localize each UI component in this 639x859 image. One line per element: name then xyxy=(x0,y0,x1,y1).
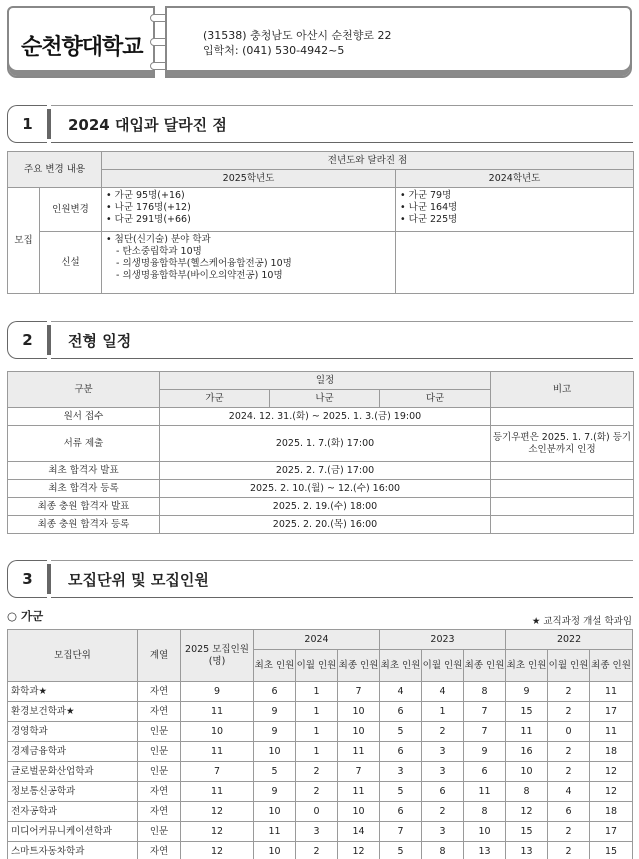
section-title: 전형 일정 xyxy=(68,332,132,350)
table-cell: 5 xyxy=(380,782,422,802)
table-cell: 13 xyxy=(464,842,506,859)
table-cell: 0 xyxy=(548,722,590,742)
header-contact-box xyxy=(165,6,632,78)
table-cell: 인문 xyxy=(138,722,181,742)
table-cell: 15 xyxy=(590,842,633,859)
table-cell: 자연 xyxy=(138,702,181,722)
table-cell: 6 xyxy=(422,782,464,802)
table-cell: 18 xyxy=(590,802,633,822)
table-cell: 12 xyxy=(181,802,254,822)
table-header: 일정 xyxy=(160,372,491,390)
year-header: 2023 xyxy=(380,630,506,650)
unit-name: 전자공학과 xyxy=(8,802,138,822)
table-cell: 1 xyxy=(422,702,464,722)
table-cell: 4 xyxy=(422,682,464,702)
table-cell: 자연 xyxy=(138,682,181,702)
table-cell: 2 xyxy=(548,822,590,842)
table-cell: 11 xyxy=(181,742,254,762)
table-cell: 6 xyxy=(464,762,506,782)
table-cell: 12 xyxy=(506,802,548,822)
changes-table xyxy=(7,151,634,294)
table-cell: 8 xyxy=(464,682,506,702)
table-cell: 4 xyxy=(548,782,590,802)
table-row: 최종 충원 합격자 등록 2025. 2. 20.(목) 16:00 xyxy=(8,516,634,534)
table-cell: 10 xyxy=(338,702,380,722)
table-cell: 5 xyxy=(254,762,296,782)
section-heading-1 xyxy=(7,105,633,143)
table-cell: 자연 xyxy=(138,802,181,822)
table-header: 나군 xyxy=(270,390,380,408)
table-cell: 8 xyxy=(464,802,506,822)
table-cell: 9 xyxy=(506,682,548,702)
table-cell: 9 xyxy=(254,722,296,742)
table-cell: 9 xyxy=(464,742,506,762)
section-title: 2024 대입과 달라진 점 xyxy=(68,116,227,134)
table-cell: 10 xyxy=(254,742,296,762)
table-row xyxy=(8,682,633,702)
table-cell: 1 xyxy=(296,702,338,722)
row-label: 신설 xyxy=(40,232,102,294)
table-cell: 11 xyxy=(590,722,633,742)
table-cell: 2 xyxy=(548,682,590,702)
table-row: 서류 제출 2025. 1. 7.(화) 17:00 등기우편은 2025. 1. 7.(화) 등기소인분까지 인정 xyxy=(8,426,634,462)
table-cell: 7 xyxy=(380,822,422,842)
table-cell: 11 xyxy=(506,722,548,742)
table-cell: 6 xyxy=(254,682,296,702)
table-cell: 0 xyxy=(296,802,338,822)
table-cell: 2 xyxy=(422,802,464,822)
table-cell: 5 xyxy=(380,722,422,742)
table-row: 최종 충원 합격자 발표 2025. 2. 19.(수) 18:00 xyxy=(8,498,634,516)
table-cell: 17 xyxy=(590,822,633,842)
unit-name: 글로벌문화산업학과 xyxy=(8,762,138,782)
table-header: 비고 xyxy=(491,372,634,408)
table-cell: 인문 xyxy=(138,762,181,782)
table-cell: 10 xyxy=(506,762,548,782)
table-cell: 자연 xyxy=(138,782,181,802)
table-cell: 11 xyxy=(181,702,254,722)
table-row: 원서 접수 2024. 12. 31.(화) ~ 2025. 1. 3.(금) 19:00 xyxy=(8,408,634,426)
table-header: 다군 xyxy=(380,390,491,408)
table-header: 계열 xyxy=(138,630,181,682)
table-row xyxy=(8,762,633,782)
table-cell: 3 xyxy=(380,762,422,782)
unit-name: 환경보건학과★ xyxy=(8,702,138,722)
cell-2024: • 가군 79명 • 나군 164명 • 다군 225명 xyxy=(396,188,634,232)
phone: 입학처: (041) 530-4942~5 xyxy=(203,44,345,57)
table-row xyxy=(8,782,633,802)
table-cell: 3 xyxy=(422,742,464,762)
teaching-course-note: ★ 교직과정 개설 학과임 xyxy=(531,616,632,627)
table-cell: 11 xyxy=(590,682,633,702)
unit-name: 경제금융학과 xyxy=(8,742,138,762)
table-header: 주요 변경 내용 xyxy=(8,152,102,188)
table-cell: 2 xyxy=(548,702,590,722)
table-cell: 12 xyxy=(181,822,254,842)
table-header: 전년도와 달라진 점 xyxy=(102,152,634,170)
table-header: 2025 모집인원 (명) xyxy=(181,630,254,682)
table-cell: 10 xyxy=(254,842,296,859)
table-row: 최초 합격자 발표 2025. 2. 7.(금) 17:00 xyxy=(8,462,634,480)
table-cell: 10 xyxy=(338,722,380,742)
table-cell: 11 xyxy=(338,742,380,762)
table-cell: 3 xyxy=(422,762,464,782)
table-cell: 자연 xyxy=(138,842,181,859)
table-header: 구분 xyxy=(8,372,160,408)
section-heading-3 xyxy=(7,560,633,598)
table-cell: 10 xyxy=(338,802,380,822)
table-cell: 9 xyxy=(254,702,296,722)
unit-name: 정보통신공학과 xyxy=(8,782,138,802)
table-cell: 10 xyxy=(254,802,296,822)
table-cell: 9 xyxy=(181,682,254,702)
table-cell: 11 xyxy=(338,782,380,802)
table-cell: 6 xyxy=(548,802,590,822)
table-cell: 12 xyxy=(181,842,254,859)
table-row xyxy=(8,842,633,859)
table-cell: 7 xyxy=(464,702,506,722)
table-cell: 2 xyxy=(422,722,464,742)
table-row xyxy=(8,822,633,842)
table-row xyxy=(8,722,633,742)
table-cell: 10 xyxy=(464,822,506,842)
category-cell: 모집 xyxy=(8,188,40,294)
subsection-label: ○ 가군 xyxy=(7,609,44,623)
table-cell: 4 xyxy=(380,682,422,702)
table-cell: 8 xyxy=(506,782,548,802)
table-row xyxy=(8,702,633,722)
section-number: 2 xyxy=(7,321,47,359)
table-cell: 15 xyxy=(506,702,548,722)
quota-rows xyxy=(8,682,633,859)
cell-2025: • 첨단(신기술) 분야 학과 - 탄소중립학과 10명 - 의생명융합학부(헬스케어융합전공) 10명 - 의생명융합학부(바이오의약전공) 10명 xyxy=(102,232,396,294)
year-header: 2022 xyxy=(506,630,633,650)
table-cell: 2 xyxy=(548,742,590,762)
table-cell: 2 xyxy=(548,762,590,782)
section-heading-2 xyxy=(7,321,633,359)
unit-name: 화학과★ xyxy=(8,682,138,702)
cell-2024-empty xyxy=(396,232,634,294)
table-cell: 7 xyxy=(338,762,380,782)
table-cell: 14 xyxy=(338,822,380,842)
table-cell: 7 xyxy=(338,682,380,702)
row-label: 인원변경 xyxy=(40,188,102,232)
schedule-table xyxy=(7,371,634,534)
header-logo-box xyxy=(7,6,155,78)
table-cell: 5 xyxy=(380,842,422,859)
table-cell: 13 xyxy=(506,842,548,859)
table-cell: 1 xyxy=(296,682,338,702)
table-cell: 7 xyxy=(181,762,254,782)
table-cell: 6 xyxy=(380,802,422,822)
table-cell: 16 xyxy=(506,742,548,762)
table-cell: 11 xyxy=(181,782,254,802)
cell-2025: • 가군 95명(+16) • 나군 176명(+12) • 다군 291명(+66) xyxy=(102,188,396,232)
unit-name: 미디어커뮤니케이션학과 xyxy=(8,822,138,842)
table-row xyxy=(8,742,633,762)
table-header: 모집단위 xyxy=(8,630,138,682)
school-name: 순천향대학교 xyxy=(21,35,143,60)
table-header: 2024학년도 xyxy=(396,170,634,188)
table-cell: 18 xyxy=(590,742,633,762)
address: (31538) 충청남도 아산시 순천향로 22 xyxy=(203,29,392,42)
table-cell: 8 xyxy=(422,842,464,859)
table-cell: 2 xyxy=(296,782,338,802)
table-cell: 12 xyxy=(590,782,633,802)
table-cell: 인문 xyxy=(138,742,181,762)
quota-table: 모집단위 계열 2025 모집인원 (명) 2024 2023 2022 최초 인원 이월 인원 최종 인원 최초 인원 이월 인원 최종 인원 최초 인원 이월 인원 최종 인원 화학과★ 자연 9 6 1 7 4 4 8 9 2 11 환경보건학과★ 자연 11 9 1 10 6 1 7 15 2 17 경영학과 인문 10 9 1 10 5 2 7 11 0 11 경제금융학과 인문 11 10 1 11 6 3 9 16 2 18 글로벌문화산업학과 인문 7 5 2 7 3 3 6 10 2 12 정보통신공학과 자연 11 9 2 11 5 6 11 8 4 12 전자공학과 자연 12 10 0 10 6 2 8 12 6 18 미디어커뮤니케이션학과 인문 12 11 3 14 7 3 10 15 2 17 스마트자동차학과 자연 12 10 2 12 5 8 13 13 2 15 xyxy=(7,629,633,859)
section-title: 모집단위 및 모집인원 xyxy=(68,571,209,589)
table-header: 가군 xyxy=(160,390,270,408)
table-cell: 1 xyxy=(296,742,338,762)
table-row xyxy=(8,802,633,822)
section-number: 3 xyxy=(7,560,47,598)
unit-name: 경영학과 xyxy=(8,722,138,742)
section-number: 1 xyxy=(7,105,47,143)
table-cell: 12 xyxy=(590,762,633,782)
table-cell: 10 xyxy=(181,722,254,742)
table-cell: 12 xyxy=(338,842,380,859)
table-cell: 3 xyxy=(296,822,338,842)
table-row: 최초 합격자 등록 2025. 2. 10.(월) ~ 12.(수) 16:00 xyxy=(8,480,634,498)
table-cell: 3 xyxy=(422,822,464,842)
table-cell: 2 xyxy=(296,842,338,859)
table-cell: 1 xyxy=(296,722,338,742)
table-header: 2025학년도 xyxy=(102,170,396,188)
table-cell: 9 xyxy=(254,782,296,802)
table-cell: 2 xyxy=(548,842,590,859)
table-cell: 인문 xyxy=(138,822,181,842)
table-cell: 2 xyxy=(296,762,338,782)
table-cell: 6 xyxy=(380,702,422,722)
unit-name: 스마트자동차학과 xyxy=(8,842,138,859)
table-cell: 6 xyxy=(380,742,422,762)
year-header: 2024 xyxy=(254,630,380,650)
table-cell: 7 xyxy=(464,722,506,742)
table-cell: 15 xyxy=(506,822,548,842)
table-cell: 11 xyxy=(464,782,506,802)
table-cell: 17 xyxy=(590,702,633,722)
table-cell: 11 xyxy=(254,822,296,842)
